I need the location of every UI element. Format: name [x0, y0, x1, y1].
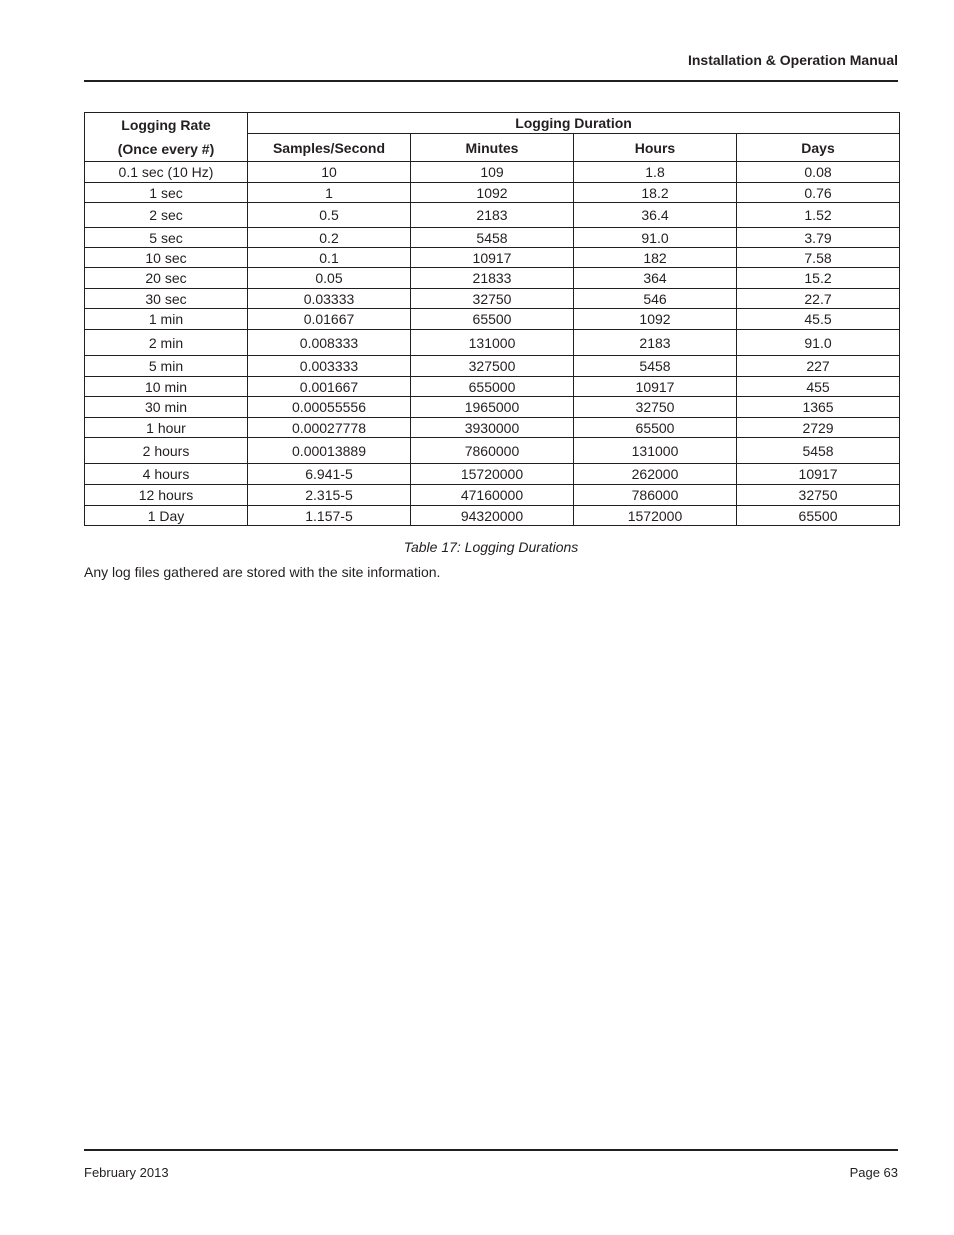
footer-divider: [84, 1149, 898, 1151]
table-cell: 22.7: [737, 289, 900, 309]
table-cell: 0.00013889: [248, 438, 411, 464]
table-cell: 2729: [737, 418, 900, 438]
table-cell: 546: [574, 289, 737, 309]
table-cell: 786000: [574, 485, 737, 506]
table-cell: 182: [574, 248, 737, 268]
logging-duration-group-header: Logging Duration: [248, 113, 900, 134]
table-cell: 0.5: [248, 203, 411, 228]
table-cell: 30 sec: [85, 289, 248, 309]
minutes-header: Minutes: [411, 134, 574, 162]
table-cell: 1 sec: [85, 183, 248, 203]
table-cell: 1965000: [411, 397, 574, 418]
table-cell: 3.79: [737, 228, 900, 248]
table-cell: 91.0: [737, 330, 900, 356]
table-cell: 0.05: [248, 268, 411, 289]
logging-rate-header: [85, 113, 248, 162]
table-cell: 1 hour: [85, 418, 248, 438]
table-cell: 455: [737, 377, 900, 397]
body-paragraph: Any log files gathered are stored with the site information.: [84, 564, 441, 580]
logging-rate-header-line2: (Once every #): [117, 141, 215, 157]
table-cell: 47160000: [411, 485, 574, 506]
table-cell: 21833: [411, 268, 574, 289]
table-body: [85, 162, 900, 526]
table-cell: 5 sec: [85, 228, 248, 248]
table-cell: 5 min: [85, 356, 248, 377]
table-cell: 0.76: [737, 183, 900, 203]
table-cell: 364: [574, 268, 737, 289]
table-row: [85, 289, 900, 309]
table-cell: 1.8: [574, 162, 737, 183]
table-cell: 2 min: [85, 330, 248, 356]
table-cell: 131000: [574, 438, 737, 464]
table-cell: 1.157-5: [248, 506, 411, 526]
table-cell: 18.2: [574, 183, 737, 203]
table-cell: 5458: [411, 228, 574, 248]
table-cell: 65500: [737, 506, 900, 526]
footer-date: February 2013: [84, 1165, 169, 1180]
table-row: [85, 356, 900, 377]
table-cell: 0.01667: [248, 309, 411, 330]
table-cell: 2.315-5: [248, 485, 411, 506]
table-cell: 1 min: [85, 309, 248, 330]
table-row: [85, 485, 900, 506]
table-cell: 1 Day: [85, 506, 248, 526]
hours-header: Hours: [574, 134, 737, 162]
table-row: [85, 268, 900, 289]
table-row: [85, 438, 900, 464]
table-row: [85, 418, 900, 438]
logging-rate-header-line1: Logging Rate: [121, 117, 211, 133]
table-cell: 2 hours: [85, 438, 248, 464]
table-cell: 10917: [574, 377, 737, 397]
table-cell: 10917: [737, 464, 900, 485]
samples-per-second-header: Samples/Second: [248, 134, 411, 162]
table-cell: 12 hours: [85, 485, 248, 506]
table-cell: 91.0: [574, 228, 737, 248]
table-cell: 0.003333: [248, 356, 411, 377]
table-cell: 10917: [411, 248, 574, 268]
table-cell: 10 sec: [85, 248, 248, 268]
table-cell: 32750: [574, 397, 737, 418]
table-cell: 1092: [574, 309, 737, 330]
table-cell: 15.2: [737, 268, 900, 289]
table-cell: 1092: [411, 183, 574, 203]
table-row: [85, 162, 900, 183]
table-row: [85, 377, 900, 397]
table-cell: 1572000: [574, 506, 737, 526]
table-row: [85, 203, 900, 228]
table-cell: 0.00055556: [248, 397, 411, 418]
table-cell: 0.001667: [248, 377, 411, 397]
table-cell: 36.4: [574, 203, 737, 228]
footer-page-number: Page 63: [849, 1165, 898, 1180]
table-row: [85, 309, 900, 330]
table-cell: 45.5: [737, 309, 900, 330]
table-row: [85, 183, 900, 203]
table-cell: 7860000: [411, 438, 574, 464]
table-cell: 1.52: [737, 203, 900, 228]
table-cell: 2183: [411, 203, 574, 228]
logging-durations-table: [84, 112, 900, 526]
days-header: Days: [737, 134, 900, 162]
table-cell: 227: [737, 356, 900, 377]
table-cell: 65500: [411, 309, 574, 330]
table-cell: 0.1 sec (10 Hz): [85, 162, 248, 183]
table-cell: 7.58: [737, 248, 900, 268]
table-cell: 10: [248, 162, 411, 183]
table-row: [85, 464, 900, 485]
table-cell: 0.08: [737, 162, 900, 183]
table-row: [85, 248, 900, 268]
table-cell: 0.008333: [248, 330, 411, 356]
table-cell: 131000: [411, 330, 574, 356]
table-cell: 20 sec: [85, 268, 248, 289]
table-row: [85, 506, 900, 526]
table-cell: 32750: [411, 289, 574, 309]
table-cell: 65500: [574, 418, 737, 438]
table-cell: 30 min: [85, 397, 248, 418]
table-cell: 0.00027778: [248, 418, 411, 438]
table-caption: Table 17: Logging Durations: [403, 539, 579, 555]
table-cell: 5458: [574, 356, 737, 377]
header-divider: [84, 80, 898, 82]
table-cell: 1: [248, 183, 411, 203]
table-cell: 109: [411, 162, 574, 183]
table-cell: 2 sec: [85, 203, 248, 228]
table-cell: 15720000: [411, 464, 574, 485]
table-row: [85, 397, 900, 418]
table-cell: 3930000: [411, 418, 574, 438]
table-cell: 94320000: [411, 506, 574, 526]
table-cell: 6.941-5: [248, 464, 411, 485]
table-cell: 5458: [737, 438, 900, 464]
table-cell: 327500: [411, 356, 574, 377]
table-cell: 10 min: [85, 377, 248, 397]
table-cell: 0.1: [248, 248, 411, 268]
table-cell: 4 hours: [85, 464, 248, 485]
table-cell: 262000: [574, 464, 737, 485]
table-row: [85, 330, 900, 356]
table-row: [85, 228, 900, 248]
table-cell: 2183: [574, 330, 737, 356]
table-cell: 1365: [737, 397, 900, 418]
table-cell: 655000: [411, 377, 574, 397]
table-cell: 32750: [737, 485, 900, 506]
page-header-title: Installation & Operation Manual: [687, 52, 898, 68]
table-cell: 0.03333: [248, 289, 411, 309]
table-cell: 0.2: [248, 228, 411, 248]
